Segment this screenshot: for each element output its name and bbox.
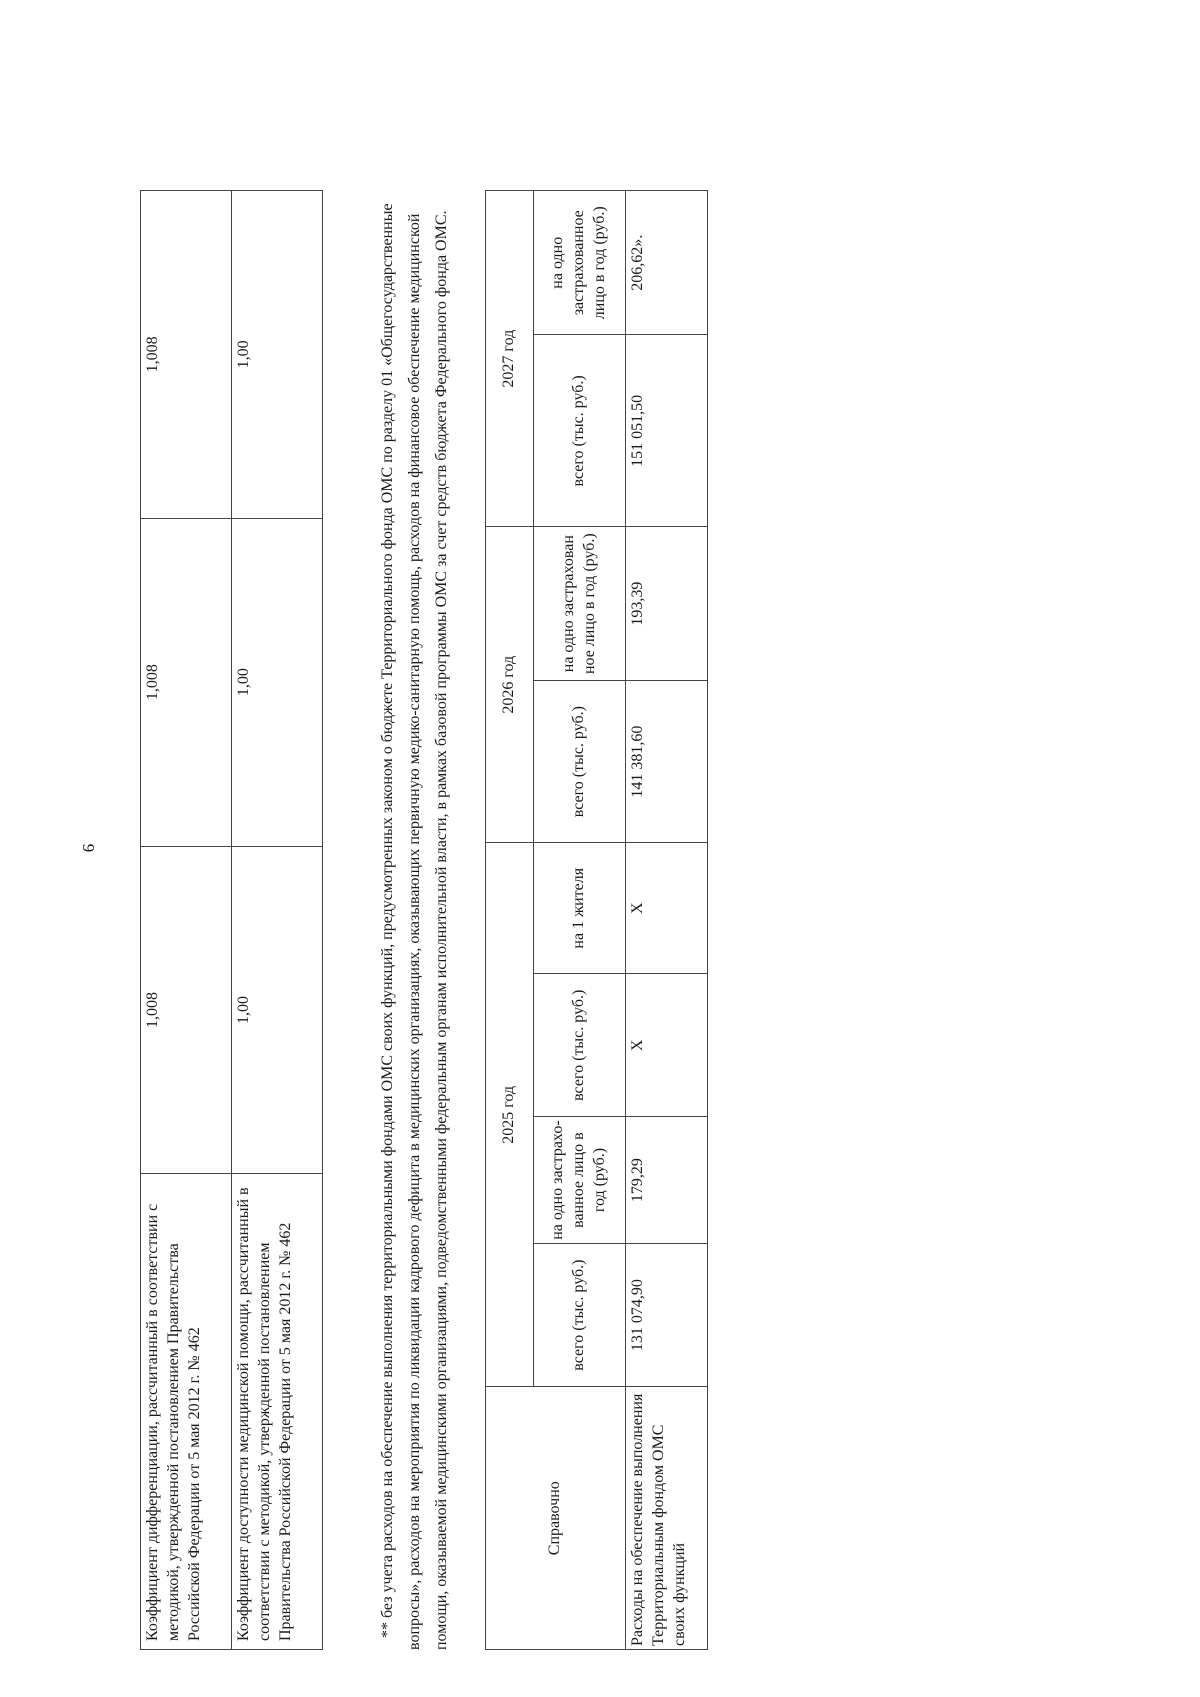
column-header: всего (тыс. руб.): [534, 681, 626, 843]
table-cell: 179,29: [626, 1117, 708, 1244]
column-header: на одно застрахованное лицо в год (руб.): [534, 191, 626, 335]
column-header: всего (тыс. руб.): [534, 974, 626, 1117]
page-number: 9: [79, 843, 98, 853]
column-header: на одно застрахо-ванное лицо в год (руб.): [534, 1117, 626, 1244]
table-header-row: [486, 191, 534, 1650]
rotated-content: [140, 0, 830, 1650]
table-cell: Х: [626, 843, 708, 974]
table-cell: Х: [626, 974, 708, 1117]
coefficient-label: Коэффициент доступности медицинской помощи, рассчитанный в соответствии с методикой, утвержденной постановлением Правительства Российской Федерации от 5 мая 2012 г. № 462: [232, 1174, 323, 1650]
table-cell: 193,39: [626, 527, 708, 681]
year-header: 2026 год: [486, 527, 534, 843]
coefficient-value: 1,00: [232, 846, 323, 1174]
table-row: [141, 191, 232, 1650]
row-label: Расходы на обеспечение выполнения Территориальным фондом ОМС своих функций: [626, 1387, 708, 1650]
footnote: ** без учета расходов на обеспечение выполнения территориальными фондами ОМС своих функций, предусмотренных законом о бюджете Территориального фонда ОМС по разделу 01 «Общегосударственные вопросы», расходов на мероприятия по ликвидации кадрового дефицита в медицинских организациях, оказывающих первичную медико-санитарную помощь, расходов на финансовое обеспечение медицинской помощи, оказываемой медицинскими организациями, подведомственными федеральным органам исполнительной власти, в рамках базовой программы ОМС за счет средств бюджета Федерального фонда ОМС.: [379, 203, 451, 1650]
year-header: 2025 год: [486, 843, 534, 1387]
table-cell: 131 074,90: [626, 1243, 708, 1387]
column-header: всего (тыс. руб.): [534, 1243, 626, 1387]
coefficient-value: 1,008: [141, 846, 232, 1174]
column-header: на 1 жителя: [534, 843, 626, 974]
column-header: всего (тыс. руб.): [534, 335, 626, 527]
table-cell: 141 381,60: [626, 681, 708, 843]
column-header: на одно застрахован ное лицо в год (руб.): [534, 527, 626, 681]
coefficient-value: 1,008: [141, 518, 232, 846]
coefficients-table: [140, 190, 323, 1650]
table-row: [626, 191, 708, 1650]
table-cell: 206,62».: [626, 191, 708, 335]
year-header: 2027 год: [486, 191, 534, 527]
coefficient-value: 1,00: [232, 518, 323, 846]
table-row: [232, 191, 323, 1650]
reference-table: [485, 190, 708, 1650]
coefficient-label: Коэффициент дифференциации, рассчитанный в соответствии с методикой, утвержденной постановлением Правительства Российской Федерации от 5 мая 2012 г. № 462: [141, 1174, 232, 1650]
table-cell: 151 051,50: [626, 335, 708, 527]
coefficient-value: 1,00: [232, 191, 323, 519]
coefficient-value: 1,008: [141, 191, 232, 519]
corner-header: Справочно: [486, 1387, 626, 1650]
